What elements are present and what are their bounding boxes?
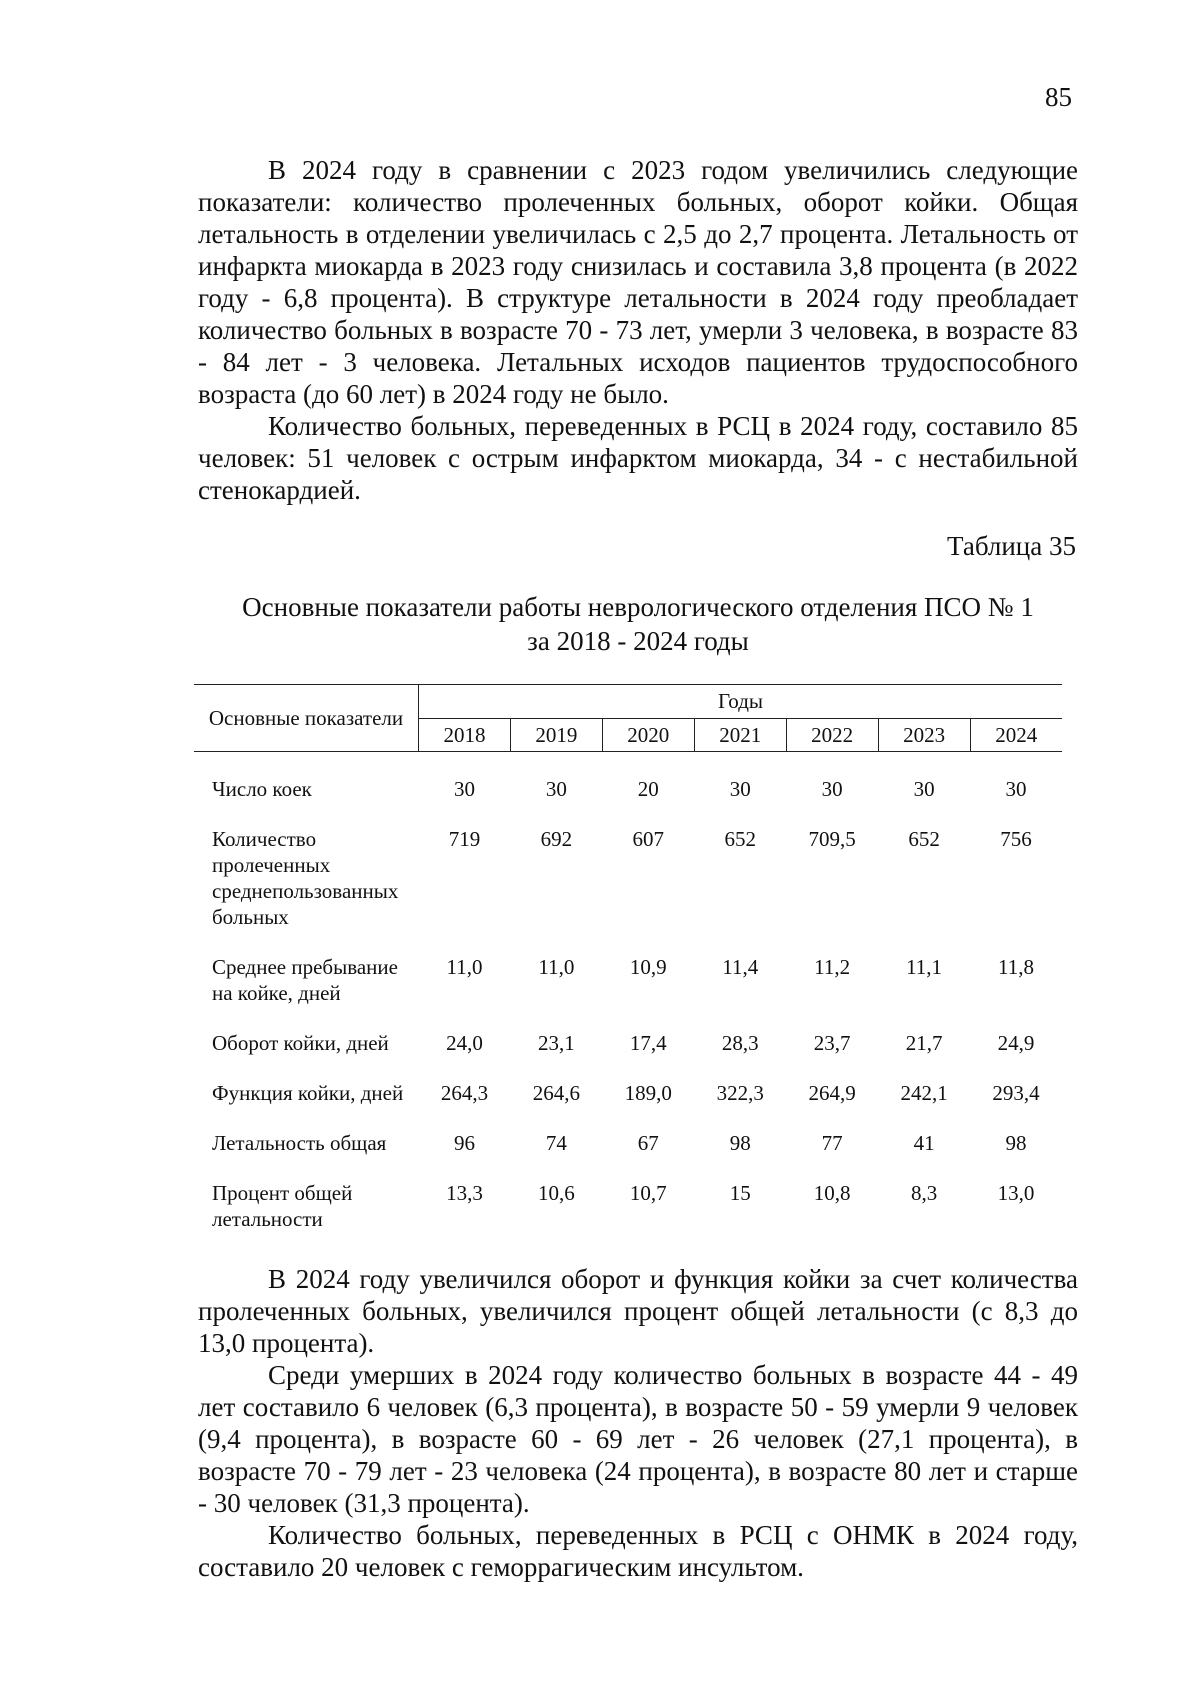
cell-value: 242,1	[900, 1081, 948, 1105]
row-label: Процент общей летальности	[212, 1181, 353, 1231]
cell-value: 21,7	[905, 1031, 943, 1055]
cell-value: 692	[540, 827, 573, 851]
year-header: 2018	[419, 719, 511, 752]
cell-value: 8,3	[910, 1181, 938, 1205]
cell-value: 23,1	[538, 1031, 575, 1055]
row-label: Число коек	[212, 777, 312, 801]
cell-value: 15	[729, 1181, 751, 1205]
cell-value: 77	[821, 1131, 843, 1155]
table-row	[194, 776, 1062, 826]
indicator-header: Основные показатели	[194, 685, 419, 752]
cell-value: 24,0	[446, 1031, 483, 1055]
table-title-line: за 2018 - 2024 годы	[527, 626, 749, 656]
cell-value: 28,3	[721, 1031, 759, 1055]
cell-value: 30	[453, 777, 475, 801]
cell-value: 17,4	[629, 1031, 667, 1055]
cell-value: 264,9	[808, 1081, 856, 1105]
cell-value: 652	[724, 827, 756, 851]
table-number: Таблица 35	[947, 531, 1076, 561]
year-header: 2021	[694, 719, 786, 752]
year-header: 2020	[602, 719, 694, 752]
table-row	[194, 954, 1062, 1030]
cell-value: 756	[1000, 827, 1032, 851]
cell-value: 652	[908, 827, 940, 851]
cell-value: 11,8	[998, 955, 1034, 979]
cell-value: 11,4	[722, 955, 759, 979]
cell-value: 189,0	[624, 1081, 672, 1105]
cell-value: 13,0	[997, 1181, 1035, 1205]
row-label: Летальность общая	[212, 1131, 387, 1155]
year-header: 2023	[878, 719, 970, 752]
paragraph: В 2024 году в сравнении с 2023 годом увеличились следующие показатели: количество пролеченных больных, оборот койки. Общая летальность в отделении увеличилась с 2,5 до 2,7 процента. Летальность от инфаркта миокарда в 2023 году снизилась и составила 3,8 процента (в 2022 году - 6,8 процента). В структуре летальности в 2024 году преобладает количество больных в возрасте 70 - 73 лет, умерли 3 человека, в возрасте 83 - 84 лет - 3 человека. Летальных исходов пациентов трудоспособного возраста (до 60 лет) в 2024 году не было.	[198, 155, 1078, 409]
years-header: Годы	[419, 685, 1063, 719]
table-title-line: Основные показатели работы неврологического отделения ПСО № 1	[242, 592, 1034, 622]
cell-value: 322,3	[716, 1081, 764, 1105]
table-row	[194, 1130, 1062, 1180]
paragraph: Количество больных, переведенных в РСЦ с ОНМК в 2024 году, составило 20 человек с геморрагическим инсультом.	[198, 1520, 1078, 1582]
cell-value: 98	[1005, 1131, 1027, 1155]
table-row	[194, 1180, 1062, 1256]
table-row	[194, 826, 1062, 954]
cell-value: 30	[729, 777, 751, 801]
cell-value: 30	[913, 777, 935, 801]
cell-value: 23,7	[813, 1031, 851, 1055]
cell-value: 10,8	[813, 1181, 851, 1205]
page-number: 85	[1045, 82, 1072, 112]
intro-text	[198, 154, 1078, 506]
conclusion-text	[198, 1263, 1078, 1583]
cell-value: 293,4	[992, 1081, 1040, 1105]
cell-value: 11,2	[814, 955, 851, 979]
cell-value: 607	[632, 827, 665, 851]
year-header: 2019	[510, 719, 602, 752]
cell-value: 11,0	[538, 955, 575, 979]
cell-value: 67	[637, 1131, 659, 1155]
cell-value: 264,6	[532, 1081, 580, 1105]
cell-value: 24,9	[997, 1031, 1035, 1055]
row-label: Количество пролеченных среднепользованных больных	[212, 827, 399, 929]
table-row	[194, 1030, 1062, 1080]
row-label: Оборот койки, дней	[212, 1031, 389, 1055]
row-label: Среднее пребывание на койке, дней	[212, 955, 398, 1005]
cell-value: 30	[821, 777, 843, 801]
cell-value: 98	[729, 1131, 751, 1155]
indicators-table-wrap	[194, 684, 1062, 1256]
cell-value: 41	[913, 1131, 935, 1155]
cell-value: 709,5	[808, 827, 856, 851]
cell-value: 10,7	[629, 1181, 667, 1205]
year-header: 2024	[970, 719, 1062, 752]
paragraph: Среди умерших в 2024 году количество больных в возрасте 44 - 49 лет составило 6 человек (6,3 процента), в возрасте 50 - 59 умерли 9 человек (9,4 процента), в возрасте 60 - 69 лет - 26 человек (27,1 процента), в возрасте 70 - 79 лет - 23 человека (24 процента), в возрасте 80 лет и старше - 30 человек (31,3 процента).	[198, 1360, 1078, 1518]
cell-value: 11,0	[446, 955, 483, 979]
cell-value: 13,3	[446, 1181, 483, 1205]
cell-value: 11,1	[906, 955, 943, 979]
cell-value: 30	[545, 777, 567, 801]
cell-value: 264,3	[440, 1081, 489, 1105]
cell-value: 719	[448, 827, 481, 851]
cell-value: 96	[453, 1131, 475, 1155]
table-title	[198, 590, 1078, 658]
cell-value: 30	[1005, 777, 1027, 801]
cell-value: 10,9	[629, 955, 667, 979]
cell-value: 74	[545, 1131, 567, 1155]
paragraph: В 2024 году увеличился оборот и функция койки за счет количества пролеченных больных, увеличился процент общей летальности (с 8,3 до 13,0 процента).	[198, 1264, 1078, 1358]
indicators-table	[194, 684, 1062, 1256]
paragraph: Количество больных, переведенных в РСЦ в 2024 году, составило 85 человек: 51 человек с острым инфарктом миокарда, 34 - с нестабильной стенокардией.	[198, 411, 1078, 505]
year-header: 2022	[786, 719, 878, 752]
row-label: Функция койки, дней	[212, 1081, 404, 1105]
table-row	[194, 1080, 1062, 1130]
cell-value: 20	[637, 777, 659, 801]
cell-value: 10,6	[538, 1181, 575, 1205]
